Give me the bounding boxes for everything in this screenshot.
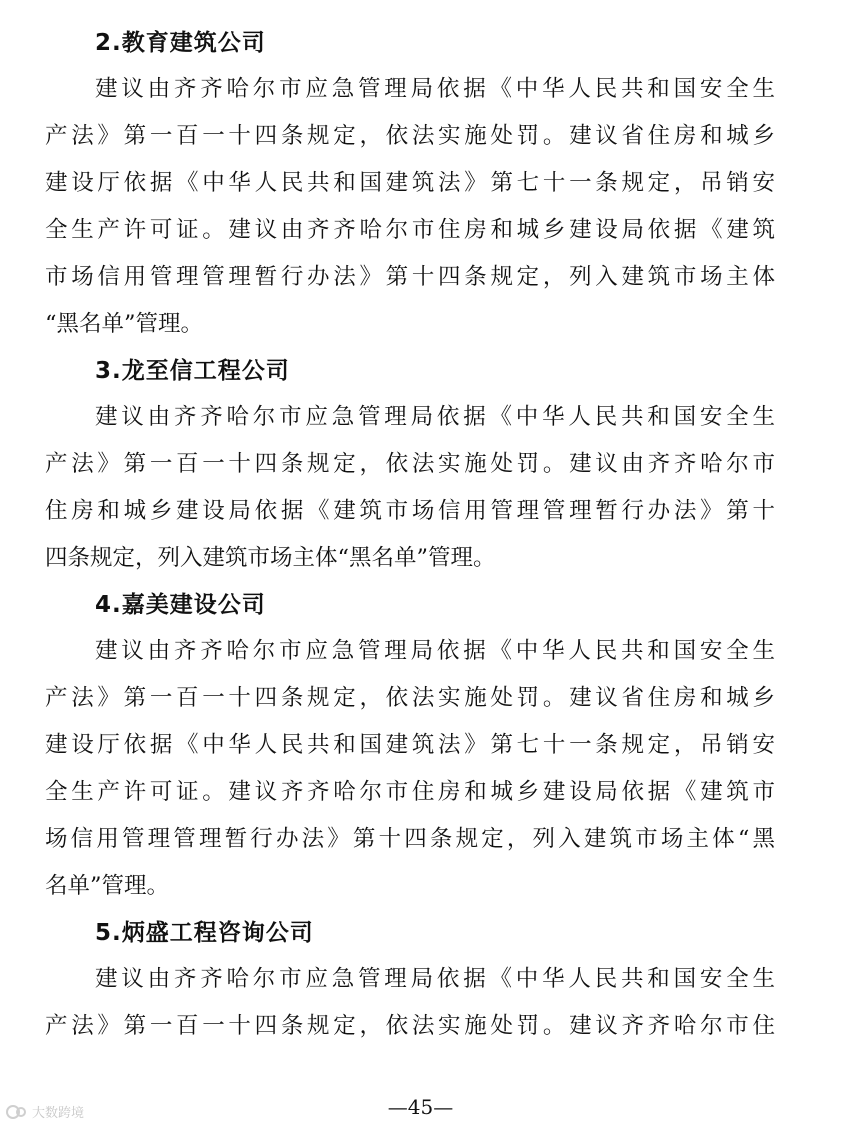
paragraph-line: 产法》第一百一十四条规定，依法实施处罚。建议齐齐哈尔市住 <box>45 1013 775 1039</box>
section-2 <box>45 20 775 348</box>
section-heading: 2.教育建筑公司 <box>95 30 266 56</box>
section-paragraph <box>45 394 775 582</box>
paragraph-line: 市场信用管理管理暂行办法》第十四条规定，列入建筑市场主体 <box>45 264 775 290</box>
section-heading: 3.龙至信工程公司 <box>95 358 290 384</box>
paragraph-line: 建议由齐齐哈尔市应急管理局依据《中华人民共和国安全生 <box>95 76 775 102</box>
paragraph-line: 产法》第一百一十四条规定，依法实施处罚。建议由齐齐哈尔市 <box>45 451 775 477</box>
paragraph-line: 住房和城乡建设局依据《建筑市场信用管理管理暂行办法》第十 <box>45 498 775 524</box>
paragraph-line: 名单”管理。 <box>45 873 170 899</box>
watermark <box>6 1102 84 1121</box>
paragraph-line: “黑名单”管理。 <box>45 311 204 337</box>
section-5 <box>45 910 775 1050</box>
document-page <box>45 20 775 1050</box>
section-paragraph <box>45 956 775 1050</box>
section-3 <box>45 348 775 582</box>
paragraph-line: 全生产许可证。建议由齐齐哈尔市住房和城乡建设局依据《建筑 <box>45 217 775 243</box>
paragraph-line: 建议由齐齐哈尔市应急管理局依据《中华人民共和国安全生 <box>95 638 775 664</box>
logo-icon <box>6 1104 28 1120</box>
section-heading: 5.炳盛工程咨询公司 <box>95 920 314 946</box>
section-paragraph <box>45 66 775 348</box>
paragraph-line: 四条规定，列入建筑市场主体“黑名单”管理。 <box>45 545 496 571</box>
section-4 <box>45 582 775 910</box>
section-paragraph <box>45 628 775 910</box>
watermark-text: 大数跨境 <box>32 1106 85 1121</box>
paragraph-line: 产法》第一百一十四条规定，依法实施处罚。建议省住房和城乡 <box>45 123 775 149</box>
paragraph-line: 建设厅依据《中华人民共和国建筑法》第七十一条规定，吊销安 <box>45 170 775 196</box>
paragraph-line: 场信用管理管理暂行办法》第十四条规定，列入建筑市场主体“黑 <box>45 826 775 852</box>
paragraph-line: 产法》第一百一十四条规定，依法实施处罚。建议省住房和城乡 <box>45 685 775 711</box>
paragraph-line: 建议由齐齐哈尔市应急管理局依据《中华人民共和国安全生 <box>95 404 775 430</box>
section-heading: 4.嘉美建设公司 <box>95 592 266 618</box>
paragraph-line: 全生产许可证。建议齐齐哈尔市住房和城乡建设局依据《建筑市 <box>45 779 775 805</box>
page-number: —45— <box>387 1095 454 1119</box>
paragraph-line: 建议由齐齐哈尔市应急管理局依据《中华人民共和国安全生 <box>95 966 775 992</box>
paragraph-line: 建设厅依据《中华人民共和国建筑法》第七十一条规定，吊销安 <box>45 732 775 758</box>
